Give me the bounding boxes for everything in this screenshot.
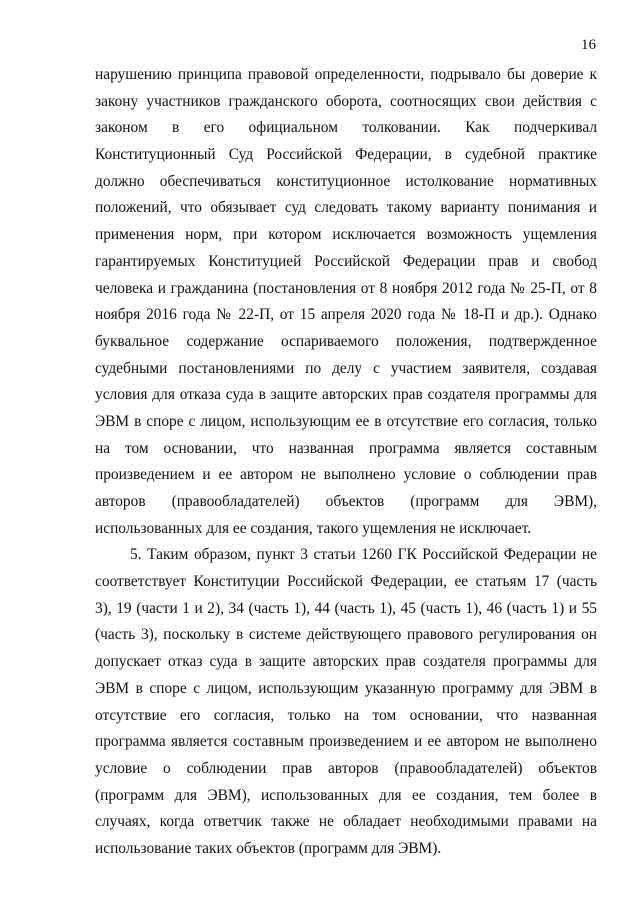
text-line: произведением и ее автором не выполнено условие о соблюдении прав [95,466,597,484]
text-line: гарантируемых Конституцией Российской Федерации прав и свобод [95,252,597,270]
text-line: допускает отказ суда в защите авторских прав создателя программы для [95,653,597,671]
text-line: положений, что обязывает суд следовать такому варианту понимания и [95,199,597,217]
text-line: авторов (правообладателей) объектов (программ для ЭВМ), [95,493,597,510]
text-line: условие о соблюдении прав авторов (правообладателей) объектов [95,759,597,777]
text-line: (часть 3), поскольку в системе действующего правового регулирования он [95,626,597,644]
text-line: (программ для ЭВМ), использованных для ее создания, тем более в [95,786,597,804]
text-line: на том основании, что названная программа является составным [95,439,597,457]
document-body [95,62,597,863]
page-number: 16 [581,37,596,53]
text-line: ЭВМ в споре с лицом, использующим ее в отсутствие его согласия, только [95,412,597,430]
text-line: 3), 19 (части 1 и 2), 34 (часть 1), 44 (часть 1), 45 (часть 1), 46 (часть 1) и 55 [95,599,597,617]
text-line: ноября 2016 года № 22-П, от 15 апреля 2020 года № 18-П и др.). Однако [95,306,597,324]
text-line: 5. Таким образом, пункт 3 статьи 1260 ГК Российской Федерации не [130,546,597,564]
text-line: отсутствие его согласия, только на том основании, что названная [95,706,597,724]
text-line: должно обеспечиваться конституционное истолкование нормативных [95,172,597,190]
text-line: ЭВМ в споре с лицом, использующим указанную программу для ЭВМ в [95,679,597,697]
text-line: применения норм, при котором исключается возможность ущемления [95,226,597,244]
text-line: условия для отказа суда в защите авторских прав создателя программы для [95,386,597,404]
paragraph [95,62,597,542]
text-line: нарушению принципа правовой определенности, подрывало бы доверие к [95,66,597,83]
paragraph [95,542,597,862]
text-line: Конституционный Суд Российской Федерации, в судебной практике [95,146,597,164]
text-line: законом в его официальном толковании. Как подчеркивал [95,119,597,137]
text-line: судебными постановлениями по делу с участием заявителя, создавая [95,359,597,377]
text-line: случаях, когда ответчик также не обладает необходимыми правами на [95,813,597,831]
text-line: использованных для ее создания, такого ущемления не исключает. [95,519,532,537]
text-line: соответствует Конституции Российской Федерации, ее статьям 17 (часть [95,573,597,591]
text-line: человека и гражданина (постановления от 8 ноября 2012 года № 25-П, от 8 [95,279,597,297]
text-line: закону участников гражданского оборота, соотносящих свои действия с [95,92,597,110]
text-line: буквальное содержание оспариваемого положения, подтвержденное [95,332,597,350]
text-line: использование таких объектов (программ для ЭВМ). [95,839,442,857]
text-line: программа является составным произведением и ее автором не выполнено [95,733,597,751]
